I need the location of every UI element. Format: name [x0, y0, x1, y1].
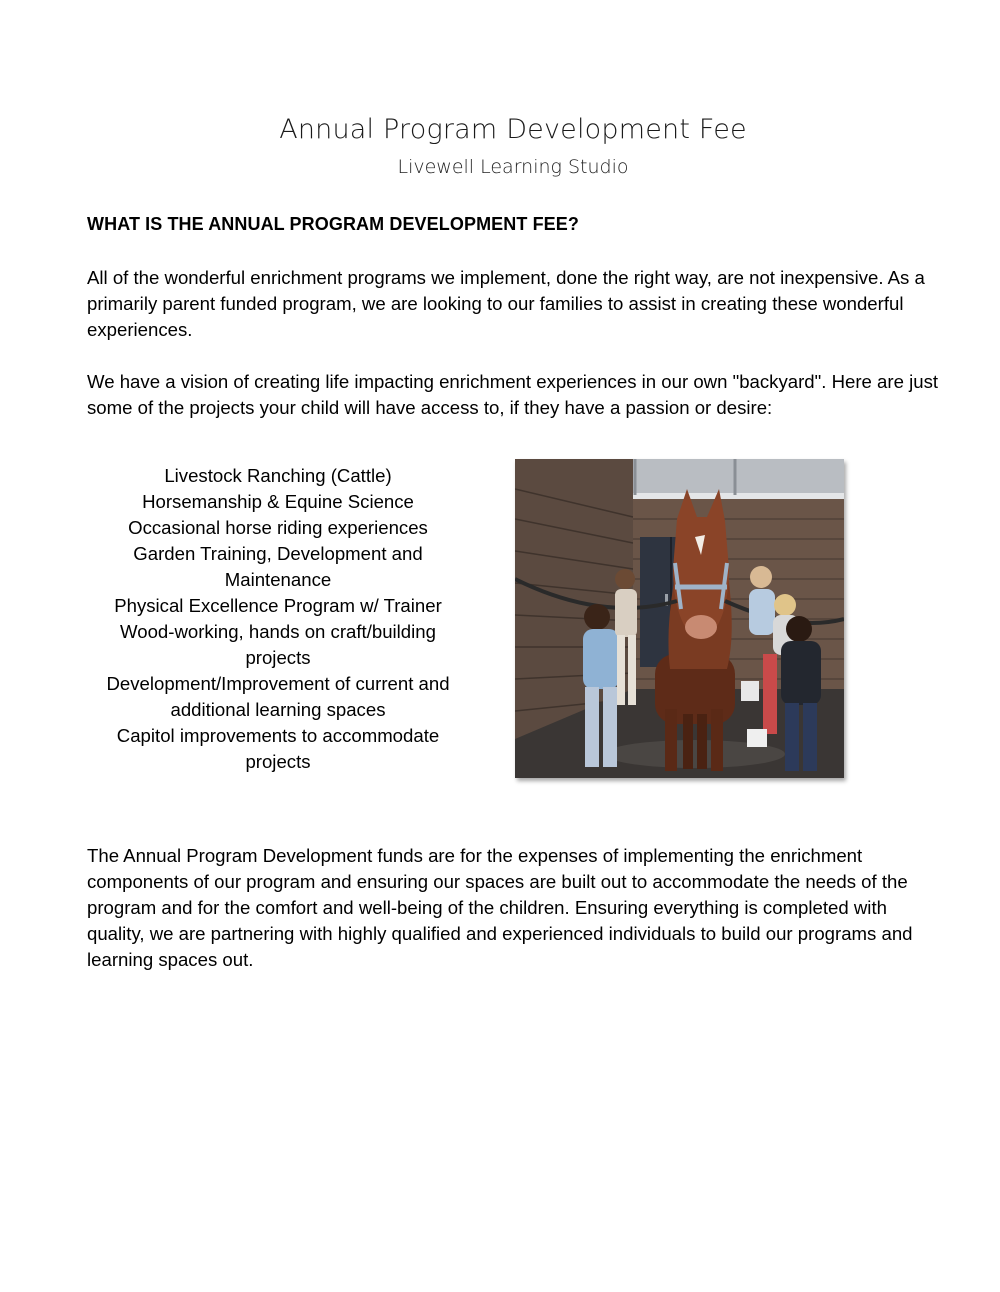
- project-item: Development/Improvement of current and additional learning spaces: [106, 673, 450, 720]
- page-title: Annual Program Development Fee: [279, 114, 747, 145]
- project-item: Capitol improvements to accommodate projects: [116, 725, 440, 772]
- project-item: Occasional horse riding experiences: [128, 517, 428, 538]
- horse-with-children-photo: [515, 459, 844, 778]
- project-item: Livestock Ranching (Cattle): [164, 465, 392, 486]
- section-heading: WHAT IS THE ANNUAL PROGRAM DEVELOPMENT FEE?: [87, 214, 579, 234]
- photo-illustration: [515, 459, 844, 778]
- page-subtitle: Livewell Learning Studio: [397, 156, 629, 178]
- vision-paragraph: We have a vision of creating life impacting enrichment experiences in our own "backyard". Here are just some of the projects your child will have access to, if they have a passion or desire:: [87, 371, 939, 418]
- project-item: Physical Excellence Program w/ Trainer: [114, 595, 442, 616]
- intro-paragraph: All of the wonderful enrichment programs we implement, done the right way, are not inexpensive. As a primarily parent funded program, we are looking to our families to assist in creating these wonderful experiences.: [87, 267, 925, 340]
- project-item: Wood-working, hands on craft/building projects: [120, 621, 436, 668]
- project-item: Horsemanship & Equine Science: [142, 491, 414, 512]
- projects-list: [100, 463, 456, 775]
- funds-paragraph: The Annual Program Development funds are for the expenses of implementing the enrichment components of our program and ensuring our spaces are built out to accommodate the needs of the program and for the comfort and well-being of the children. Ensuring everything is completed with quality, we are partnering with highly qualified and experienced individuals to build our programs and learning spaces out.: [87, 845, 913, 970]
- project-item: Garden Training, Development and Maintenance: [133, 543, 423, 590]
